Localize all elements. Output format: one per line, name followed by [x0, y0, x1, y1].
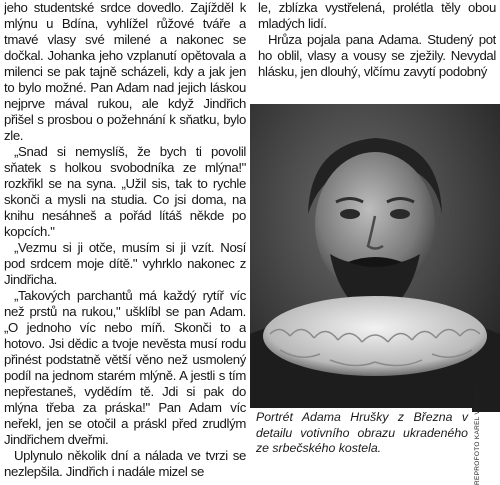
paragraph-1: jeho studentské srdce dovedlo. Zajížděl k mlýnu u Bdína, vyhlížel růžové tváře a tmavé vlasy své milené a nakonec se dočkal. Johanka jeho vzplanutí opětovala a milenci se pak tajně scházeli, kdy a jak jen to bylo možné. Pan Adam nad jejich láskou nejprve mával rukou, ale když Jindřich přišel s prosbou o požehnání k sňatku, bylo zle.	[4, 0, 246, 143]
paragraph-4: „Takových parchantů má každý rytíř víc než prstů na rukou," ušklíbl se pan Adam. „O jednoho víc nebo míň. Skonči to a hotovo. Jsi dědic a tvoje nevěsta musí rodu přinést podstatně větší věno než usmolený podíl na jednom starém mlýně. A jestli s tím nepřestaneš, vydědím tě. Jdi si pak do mlýna třeba za práska!" Pan Adam víc neřekl, jen se otočil a práskl před zrudlým Jindřichem dveřmi.	[4, 288, 246, 447]
right-paragraph-1: le, zblízka vystřelená, prolétla těly obou mladých lidí.	[258, 0, 496, 31]
right-text-column	[258, 0, 496, 105]
paragraph-2: „Snad si nemyslíš, že bych ti povolil sňatek s holkou svobodníka ze mlýna!" rozkřikl se na syna. „Užil sis, tak to rychle skonči a mysli na studia. Co jsi doma, na knihu nesáhneš a pořád lítáš někde po kopcích."	[4, 144, 246, 239]
left-text-column	[4, 0, 246, 485]
portrait-image	[250, 104, 500, 412]
paragraph-5: Uplynulo několik dní a nálada ve tvrzi se nezlepšila. Jindřich i nadále mizel se	[4, 448, 246, 479]
right-paragraph-2: Hrůza pojala pana Adama. Studený pot ho oblil, vlasy a vousy se zježily. Nevydal hlásku, jen dlouhý, vlčímu zavytí podobný	[258, 32, 496, 79]
portrait-illustration	[250, 104, 500, 412]
photo-credit: REPROFOTO KAREL VIDIMSKÝ	[474, 381, 481, 485]
photo-caption: Portrét Adama Hrušky z Března v detailu votivního obrazu ukradeného ze srbečského kostela.	[250, 408, 472, 485]
paragraph-3: „Vezmu si ji otče, musím si ji vzít. Nosí pod srdcem moje dítě." vyhrklo nakonec z Jindřicha.	[4, 240, 246, 287]
